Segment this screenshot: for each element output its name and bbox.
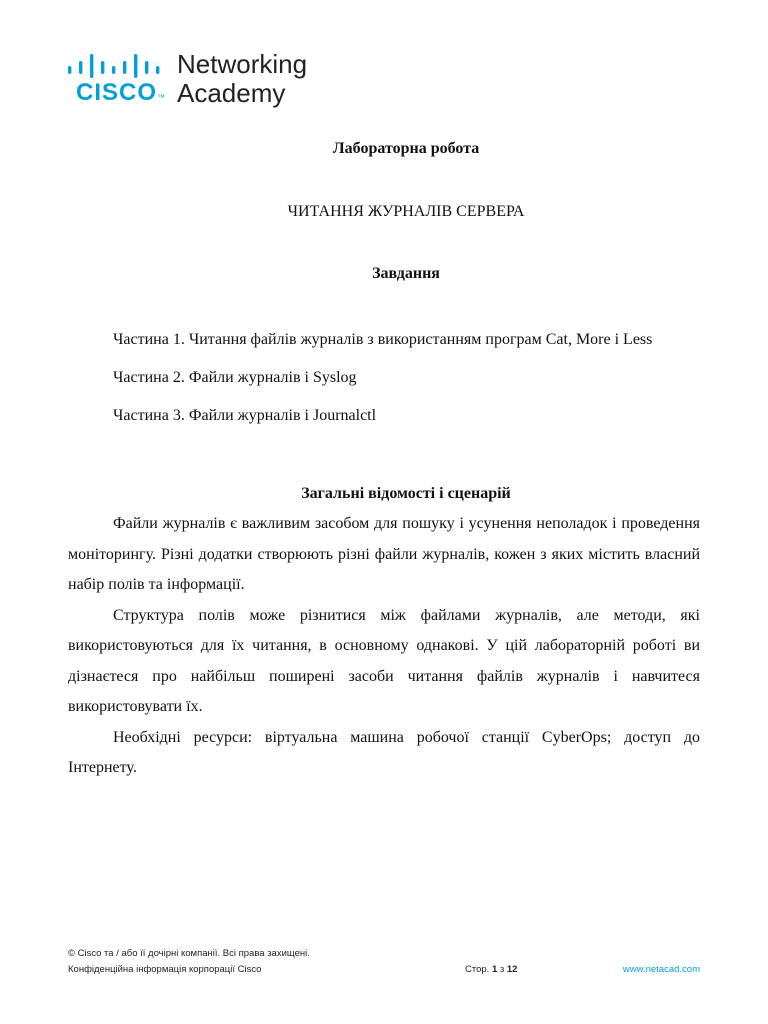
document-title: ЧИТАННЯ ЖУРНАЛІВ СЕРВЕРА <box>287 203 525 220</box>
logo-product-name <box>177 50 307 108</box>
cisco-bars-icon <box>68 54 168 78</box>
tasks-heading: Завдання <box>372 265 440 282</box>
footer-page-number: Стор. 1 з 12 <box>465 964 518 975</box>
footer-confidential: Конфіденційна інформація корпорації Cisco <box>68 964 262 975</box>
background-paragraph-1: Файли журналів є важливим засобом для пошуку і усунення неполадок і проведення моніторингу. Різні додатки створюють різні файли журналів, кожен з яких містить власний набір полів та інформації. <box>68 515 700 593</box>
background-body <box>68 509 700 784</box>
part-item-1: Частина 1. Читання файлів журналів з використанням програм Cat, More і Less <box>113 331 653 348</box>
document-type-label: Лабораторна робота <box>332 140 480 157</box>
footer-copyright: © Cisco та / або її дочірні компанії. Всі права захищені. <box>68 948 310 959</box>
background-paragraph-3: Необхідні ресурси: віртуальна машина робочої станції CyberOps; доступ до Інтернету. <box>68 728 700 776</box>
page-footer <box>68 947 700 979</box>
footer-website-link[interactable]: www.netacad.com <box>622 964 700 975</box>
parts-list <box>68 325 700 439</box>
logo-product-line1: Networking <box>177 49 308 79</box>
part-item-2: Частина 2. Файли журналів і Syslog <box>113 369 357 386</box>
part-item-3: Частина 3. Файли журналів і Journalctl <box>113 407 377 424</box>
networking-academy-logo <box>68 48 328 112</box>
logo-product-line2: Academy <box>177 78 286 108</box>
background-heading: Загальні відомості і сценарій <box>301 485 511 502</box>
background-paragraph-2: Структура полів може різнитися між файлами журналів, але методи, які використовуються для їх читання, в основному однакові. У цій лабораторній роботі ви дізнаєтеся про найбільш поширені засоби читання файлів журналів і навчитеся використовувати їх. <box>68 606 700 715</box>
cisco-wordmark: CISCO™ <box>76 79 167 106</box>
